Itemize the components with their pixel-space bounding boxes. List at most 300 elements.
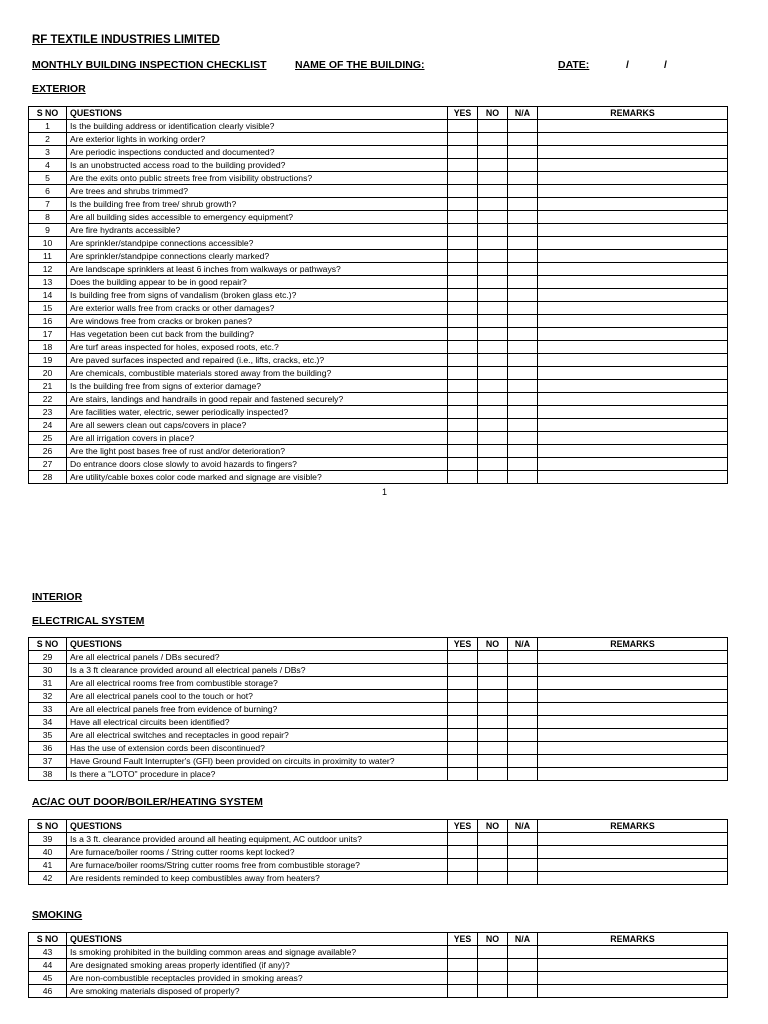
na-cell[interactable] [508,198,538,211]
no-cell[interactable] [478,146,508,159]
remarks-cell[interactable] [538,276,728,289]
no-cell[interactable] [478,276,508,289]
remarks-cell[interactable] [538,664,728,677]
remarks-cell[interactable] [538,250,728,263]
yes-cell[interactable] [448,211,478,224]
no-cell[interactable] [478,198,508,211]
remarks-cell[interactable] [538,380,728,393]
yes-cell[interactable] [448,250,478,263]
remarks-cell[interactable] [538,315,728,328]
na-cell[interactable] [508,985,538,998]
row-number: 21 [29,380,67,393]
remarks-cell[interactable] [538,198,728,211]
question-text: Are facilities water, electric, sewer periodically inspected? [67,406,448,419]
na-cell[interactable] [508,146,538,159]
no-cell[interactable] [478,959,508,972]
yes-cell[interactable] [448,263,478,276]
na-cell[interactable] [508,959,538,972]
table-row [29,237,728,250]
remarks-cell[interactable] [538,406,728,419]
table-row [29,716,728,729]
yes-cell[interactable] [448,172,478,185]
no-cell[interactable] [478,872,508,885]
table-row [29,972,728,985]
no-cell[interactable] [478,328,508,341]
table-row [29,198,728,211]
no-cell[interactable] [478,651,508,664]
no-cell[interactable] [478,289,508,302]
yes-cell[interactable] [448,354,478,367]
table-row [29,471,728,484]
row-number: 14 [29,289,67,302]
no-cell[interactable] [478,471,508,484]
row-number: 40 [29,846,67,859]
na-cell[interactable] [508,677,538,690]
no-cell[interactable] [478,716,508,729]
yes-cell[interactable] [448,445,478,458]
remarks-cell[interactable] [538,133,728,146]
table-row [29,341,728,354]
no-cell[interactable] [478,768,508,781]
yes-cell[interactable] [448,133,478,146]
remarks-cell[interactable] [538,768,728,781]
no-cell[interactable] [478,703,508,716]
question-text: Are smoking materials disposed of properly? [67,985,448,998]
yes-cell[interactable] [448,419,478,432]
na-cell[interactable] [508,690,538,703]
no-cell[interactable] [478,445,508,458]
row-number: 42 [29,872,67,885]
yes-cell[interactable] [448,367,478,380]
electrical-checklist-table [28,637,728,781]
remarks-cell[interactable] [538,972,728,985]
na-header: N/A [508,107,538,120]
question-text: Are windows free from cracks or broken panes? [67,315,448,328]
na-cell[interactable] [508,289,538,302]
remarks-cell[interactable] [538,302,728,315]
table-row [29,159,728,172]
yes-cell[interactable] [448,946,478,959]
na-cell[interactable] [508,946,538,959]
na-cell[interactable] [508,972,538,985]
remarks-cell[interactable] [538,120,728,133]
na-cell[interactable] [508,833,538,846]
table-row [29,172,728,185]
table-row [29,276,728,289]
row-number: 34 [29,716,67,729]
na-cell[interactable] [508,120,538,133]
yes-cell[interactable] [448,393,478,406]
remarks-cell[interactable] [538,341,728,354]
table-row [29,146,728,159]
remarks-cell[interactable] [538,716,728,729]
header-row [29,933,728,946]
remarks-cell[interactable] [538,172,728,185]
interior-heading: INTERIOR [32,591,83,603]
yes-cell[interactable] [448,458,478,471]
no-cell[interactable] [478,185,508,198]
na-cell[interactable] [508,703,538,716]
yes-cell[interactable] [448,972,478,985]
yes-cell[interactable] [448,406,478,419]
row-number: 23 [29,406,67,419]
header-row [29,107,728,120]
checklist-title: MONTHLY BUILDING INSPECTION CHECKLIST [32,59,267,71]
yes-cell[interactable] [448,846,478,859]
yes-cell[interactable] [448,859,478,872]
table-row [29,250,728,263]
sno-header: S NO [29,933,67,946]
remarks-cell[interactable] [538,458,728,471]
yes-cell[interactable] [448,185,478,198]
yes-cell[interactable] [448,690,478,703]
yes-cell[interactable] [448,120,478,133]
row-number: 26 [29,445,67,458]
na-cell[interactable] [508,211,538,224]
na-cell[interactable] [508,445,538,458]
remarks-cell[interactable] [538,328,728,341]
table-row [29,729,728,742]
row-number: 16 [29,315,67,328]
no-cell[interactable] [478,250,508,263]
yes-cell[interactable] [448,985,478,998]
row-number: 28 [29,471,67,484]
na-cell[interactable] [508,263,538,276]
question-text: Have all electrical circuits been identified? [67,716,448,729]
no-cell[interactable] [478,380,508,393]
na-cell[interactable] [508,237,538,250]
remarks-cell[interactable] [538,846,728,859]
row-number: 13 [29,276,67,289]
row-number: 1 [29,120,67,133]
section-heading-heating: AC/AC OUT DOOR/BOILER/HEATING SYSTEM [32,796,263,808]
yes-cell[interactable] [448,315,478,328]
no-cell[interactable] [478,367,508,380]
yes-cell[interactable] [448,276,478,289]
question-text: Are exterior walls free from cracks or other damages? [67,302,448,315]
question-text: Are residents reminded to keep combustibles away from heaters? [67,872,448,885]
no-cell[interactable] [478,432,508,445]
yes-cell[interactable] [448,755,478,768]
yes-cell[interactable] [448,729,478,742]
yes-cell[interactable] [448,471,478,484]
na-cell[interactable] [508,393,538,406]
remarks-cell[interactable] [538,237,728,250]
section-heading-electrical: ELECTRICAL SYSTEM [32,615,145,627]
yes-cell[interactable] [448,341,478,354]
remarks-cell[interactable] [538,651,728,664]
na-header: N/A [508,638,538,651]
yes-cell[interactable] [448,651,478,664]
row-number: 27 [29,458,67,471]
na-cell[interactable] [508,419,538,432]
question-text: Are furnace/boiler rooms/String cutter rooms free from combustible storage? [67,859,448,872]
na-cell[interactable] [508,742,538,755]
remarks-cell[interactable] [538,959,728,972]
na-cell[interactable] [508,872,538,885]
na-cell[interactable] [508,224,538,237]
no-cell[interactable] [478,664,508,677]
yes-cell[interactable] [448,768,478,781]
na-cell[interactable] [508,315,538,328]
na-cell[interactable] [508,250,538,263]
remarks-header: REMARKS [538,933,728,946]
no-cell[interactable] [478,302,508,315]
no-cell[interactable] [478,458,508,471]
table-row [29,690,728,703]
no-cell[interactable] [478,755,508,768]
section-heading-exterior: EXTERIOR [32,83,86,95]
no-cell[interactable] [478,972,508,985]
no-cell[interactable] [478,833,508,846]
yes-cell[interactable] [448,302,478,315]
question-text: Are chemicals, combustible materials stored away from the building? [67,367,448,380]
row-number: 4 [29,159,67,172]
table-row [29,458,728,471]
na-cell[interactable] [508,185,538,198]
yes-header: YES [448,107,478,120]
question-text: Are all sewers clean out caps/covers in place? [67,419,448,432]
remarks-cell[interactable] [538,677,728,690]
no-cell[interactable] [478,985,508,998]
yes-cell[interactable] [448,159,478,172]
row-number: 45 [29,972,67,985]
row-number: 38 [29,768,67,781]
remarks-cell[interactable] [538,393,728,406]
row-number: 15 [29,302,67,315]
question-text: Are all electrical panels free from evidence of burning? [67,703,448,716]
remarks-cell[interactable] [538,354,728,367]
date-separator: / [626,59,629,71]
remarks-cell[interactable] [538,445,728,458]
yes-cell[interactable] [448,380,478,393]
header-row [29,638,728,651]
na-cell[interactable] [508,432,538,445]
na-cell[interactable] [508,755,538,768]
question-text: Have Ground Fault Interrupter's (GFI) been provided on circuits in proximity to water? [67,755,448,768]
no-cell[interactable] [478,263,508,276]
table-row [29,959,728,972]
na-cell[interactable] [508,380,538,393]
yes-cell[interactable] [448,198,478,211]
no-cell[interactable] [478,742,508,755]
remarks-cell[interactable] [538,690,728,703]
remarks-cell[interactable] [538,185,728,198]
na-cell[interactable] [508,846,538,859]
yes-cell[interactable] [448,833,478,846]
no-cell[interactable] [478,133,508,146]
table-row [29,354,728,367]
remarks-cell[interactable] [538,471,728,484]
question-text: Is the building address or identification clearly visible? [67,120,448,133]
remarks-cell[interactable] [538,755,728,768]
remarks-cell[interactable] [538,742,728,755]
row-number: 29 [29,651,67,664]
question-text: Are all building sides accessible to emergency equipment? [67,211,448,224]
question-text: Are landscape sprinklers at least 6 inches from walkways or pathways? [67,263,448,276]
table-row [29,833,728,846]
remarks-cell[interactable] [538,833,728,846]
na-cell[interactable] [508,458,538,471]
remarks-cell[interactable] [538,159,728,172]
row-number: 9 [29,224,67,237]
no-cell[interactable] [478,859,508,872]
row-number: 31 [29,677,67,690]
question-text: Are all electrical panels / DBs secured? [67,651,448,664]
remarks-cell[interactable] [538,729,728,742]
sno-header: S NO [29,107,67,120]
na-cell[interactable] [508,664,538,677]
remarks-cell[interactable] [538,985,728,998]
yes-cell[interactable] [448,328,478,341]
table-row [29,380,728,393]
table-row [29,263,728,276]
no-cell[interactable] [478,846,508,859]
table-row [29,742,728,755]
question-text: Are utility/cable boxes color code marked and signage are visible? [67,471,448,484]
na-cell[interactable] [508,651,538,664]
no-cell[interactable] [478,172,508,185]
na-cell[interactable] [508,302,538,315]
yes-cell[interactable] [448,224,478,237]
table-row [29,367,728,380]
na-cell[interactable] [508,859,538,872]
row-number: 22 [29,393,67,406]
na-cell[interactable] [508,276,538,289]
question-text: Is a 3 ft. clearance provided around all heating equipment, AC outdoor units? [67,833,448,846]
table-row [29,406,728,419]
question-text: Is building free from signs of vandalism (broken glass etc.)? [67,289,448,302]
table-row [29,768,728,781]
na-cell[interactable] [508,172,538,185]
question-text: Is an unobstructed access road to the building provided? [67,159,448,172]
row-number: 6 [29,185,67,198]
yes-cell[interactable] [448,959,478,972]
row-number: 11 [29,250,67,263]
header-row [29,820,728,833]
yes-cell[interactable] [448,289,478,302]
remarks-cell[interactable] [538,859,728,872]
na-header: N/A [508,933,538,946]
table-row [29,211,728,224]
no-cell[interactable] [478,315,508,328]
date-separator: / [664,59,667,71]
na-cell[interactable] [508,729,538,742]
table-row [29,985,728,998]
row-number: 41 [29,859,67,872]
question-text: Are designated smoking areas properly identified (if any)? [67,959,448,972]
yes-cell[interactable] [448,432,478,445]
na-cell[interactable] [508,716,538,729]
na-cell[interactable] [508,768,538,781]
yes-cell[interactable] [448,872,478,885]
yes-cell[interactable] [448,664,478,677]
page-number: 1 [382,487,388,497]
remarks-cell[interactable] [538,263,728,276]
na-cell[interactable] [508,354,538,367]
remarks-cell[interactable] [538,289,728,302]
no-cell[interactable] [478,729,508,742]
company-name: RF TEXTILE INDUSTRIES LIMITED [32,34,220,46]
question-text: Are fire hydrants accessible? [67,224,448,237]
remarks-cell[interactable] [538,703,728,716]
na-cell[interactable] [508,328,538,341]
yes-header: YES [448,638,478,651]
yes-cell[interactable] [448,716,478,729]
row-number: 12 [29,263,67,276]
no-header: NO [478,638,508,651]
no-cell[interactable] [478,946,508,959]
yes-header: YES [448,820,478,833]
remarks-cell[interactable] [538,872,728,885]
no-cell[interactable] [478,393,508,406]
no-cell[interactable] [478,120,508,133]
remarks-cell[interactable] [538,432,728,445]
no-cell[interactable] [478,224,508,237]
yes-cell[interactable] [448,742,478,755]
remarks-cell[interactable] [538,367,728,380]
exterior-checklist-table [28,106,728,484]
row-number: 19 [29,354,67,367]
question-text: Are periodic inspections conducted and documented? [67,146,448,159]
na-cell[interactable] [508,471,538,484]
yes-cell[interactable] [448,703,478,716]
remarks-cell[interactable] [538,146,728,159]
remarks-header: REMARKS [538,107,728,120]
question-text: Is there a "LOTO" procedure in place? [67,768,448,781]
no-cell[interactable] [478,419,508,432]
remarks-cell[interactable] [538,946,728,959]
no-cell[interactable] [478,690,508,703]
no-cell[interactable] [478,677,508,690]
table-row [29,224,728,237]
na-cell[interactable] [508,341,538,354]
no-cell[interactable] [478,237,508,250]
remarks-cell[interactable] [538,211,728,224]
no-cell[interactable] [478,211,508,224]
row-number: 39 [29,833,67,846]
questions-header: QUESTIONS [67,638,448,651]
table-row [29,677,728,690]
na-cell[interactable] [508,367,538,380]
row-number: 20 [29,367,67,380]
na-cell[interactable] [508,159,538,172]
yes-cell[interactable] [448,237,478,250]
no-cell[interactable] [478,159,508,172]
question-text: Are sprinkler/standpipe connections accessible? [67,237,448,250]
na-cell[interactable] [508,133,538,146]
table-row [29,185,728,198]
row-number: 2 [29,133,67,146]
yes-cell[interactable] [448,146,478,159]
no-cell[interactable] [478,354,508,367]
remarks-cell[interactable] [538,224,728,237]
question-text: Is a 3 ft clearance provided around all electrical panels / DBs? [67,664,448,677]
question-text: Are non-combustible receptacles provided in smoking areas? [67,972,448,985]
row-number: 17 [29,328,67,341]
question-text: Are all electrical switches and receptacles in good repair? [67,729,448,742]
na-cell[interactable] [508,406,538,419]
remarks-header: REMARKS [538,638,728,651]
no-cell[interactable] [478,341,508,354]
row-number: 44 [29,959,67,972]
yes-cell[interactable] [448,677,478,690]
table-row [29,289,728,302]
question-text: Has the use of extension cords been discontinued? [67,742,448,755]
row-number: 25 [29,432,67,445]
remarks-cell[interactable] [538,419,728,432]
no-cell[interactable] [478,406,508,419]
